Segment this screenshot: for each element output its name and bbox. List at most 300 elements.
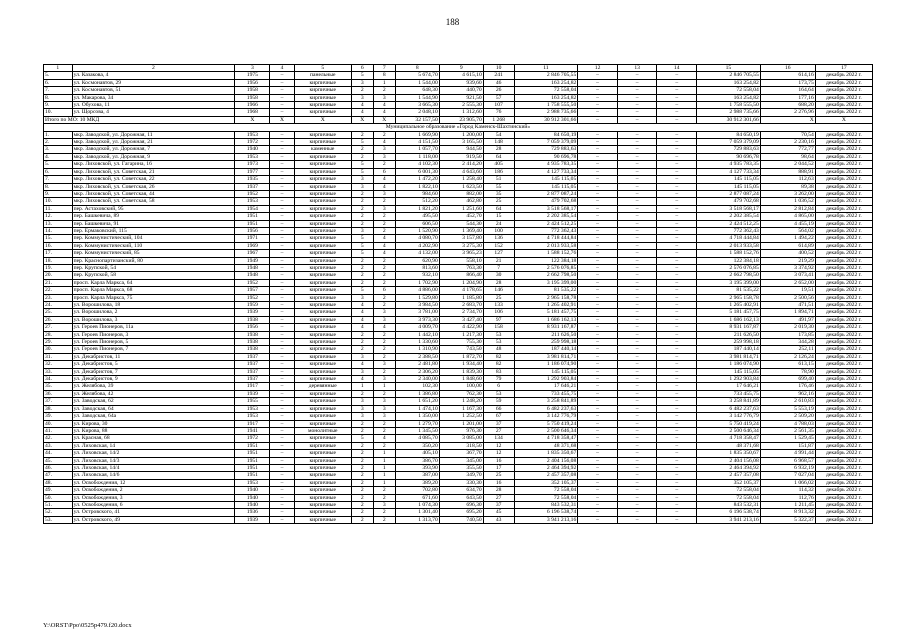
table-cell: – [617, 250, 657, 257]
table-cell: 1 345,50 [395, 427, 439, 434]
table-cell: 32 157,50 [395, 116, 439, 123]
table-cell: – [657, 501, 697, 508]
table-cell: декабрь 2022 г. [815, 250, 872, 257]
table-cell: 3 085,00 [439, 435, 483, 442]
table-cell: 2 306,20 [395, 368, 439, 375]
table-cell: 90 696,78 [514, 153, 578, 160]
table-cell: кирпичные [294, 420, 351, 427]
table-cell: 18. [44, 257, 73, 264]
table-cell: 9. [44, 102, 73, 109]
table-cell: 2 [373, 516, 395, 523]
table-cell: 1 544,90 [395, 94, 439, 101]
table-cell: 4 [351, 361, 373, 368]
table-cell: 2 [351, 257, 373, 264]
table-cell: 176,46 [760, 383, 815, 390]
table-cell: 1938 [235, 339, 270, 346]
table-cell: 1951 [235, 442, 270, 449]
table-cell: 1 217,30 [439, 331, 483, 338]
table-cell: – [617, 383, 657, 390]
table-cell: ул. Героев Пионеров, 7 [72, 346, 235, 353]
table-cell: декабрь 2022 г. [815, 383, 872, 390]
table-cell: – [657, 102, 697, 109]
table-cell: 3 195 399,00 [697, 279, 761, 286]
table-cell: 4 [373, 235, 395, 242]
table-cell: – [617, 235, 657, 242]
table-row [44, 235, 873, 242]
table-cell: кирпичные [294, 398, 351, 405]
table-cell: 4 [351, 316, 373, 323]
table-cell: 42. [44, 435, 73, 442]
table-cell: 1959 [235, 302, 270, 309]
table-cell: – [578, 450, 618, 457]
table-cell: 2 [373, 487, 395, 494]
table-cell: 8. [44, 94, 73, 101]
table-cell: 1 301,40 [395, 509, 439, 516]
table-cell: X [351, 116, 373, 123]
table-cell: 1917 [235, 383, 270, 390]
table-cell: 158 [483, 324, 514, 331]
table-cell: – [657, 264, 697, 271]
table-cell: – [617, 116, 657, 123]
table-cell: – [578, 287, 618, 294]
table-cell: – [578, 420, 618, 427]
table-cell: 2 877 087,24 [697, 190, 761, 197]
table-cell: пер. Коммунистический, 110 [72, 242, 235, 249]
table-cell: 2 [351, 390, 373, 397]
table-cell: 4 [373, 102, 395, 109]
table-cell: декабрь 2022 г. [815, 220, 872, 227]
table-cell: – [617, 353, 657, 360]
table-cell: 4 132,00 [395, 250, 439, 257]
table-cell: – [270, 102, 294, 109]
table-cell: – [578, 324, 618, 331]
table-cell: 405,10 [395, 450, 439, 457]
table-cell: 10. [44, 109, 73, 116]
table-cell: – [270, 479, 294, 486]
table-cell: декабрь 2022 г. [815, 272, 872, 279]
table-cell: кирпичные [294, 161, 351, 168]
table-cell: 33. [44, 368, 73, 375]
table-cell: – [657, 346, 697, 353]
table-cell: – [617, 102, 657, 109]
table-cell: 8. [44, 183, 73, 190]
table-cell: 112,63 [760, 176, 815, 183]
table-cell: – [270, 176, 294, 183]
table-cell: 30 912 301,66 [697, 116, 761, 123]
table-cell: 1953 [235, 479, 270, 486]
table-cell: 495,50 [395, 213, 439, 220]
table-cell: – [617, 109, 657, 116]
table-cell: 3 [351, 183, 373, 190]
table-cell: 2 965 158,78 [697, 294, 761, 301]
table-cell: 259 998,18 [514, 339, 578, 346]
table-cell: кирпичные [294, 198, 351, 205]
table-cell: 355,50 [439, 464, 483, 471]
table-cell: – [657, 405, 697, 412]
table-cell: 163 254,82 [514, 79, 578, 86]
table-row [44, 302, 873, 309]
table-cell: 4 865,00 [760, 213, 815, 220]
table-cell: 2 [373, 346, 395, 353]
table-cell: 3 258 841,89 [697, 398, 761, 405]
table-cell: – [578, 457, 618, 464]
table-cell: 4 422,90 [439, 324, 483, 331]
table-row [44, 176, 873, 183]
table-cell: – [657, 516, 697, 523]
table-cell: декабрь 2022 г. [815, 442, 872, 449]
table-cell: кирпичные [294, 227, 351, 234]
table-cell: 3 [351, 79, 373, 86]
table-cell: ул. Желябова, 39 [72, 383, 235, 390]
table-cell: 35 [483, 190, 514, 197]
table-cell: X [815, 116, 872, 123]
table-cell: 5 322,37 [760, 516, 815, 523]
table-cell: 1 186 074,90 [514, 361, 578, 368]
table-cell: 145 115,05 [514, 368, 578, 375]
table-cell: – [617, 479, 657, 486]
table-cell: 2 [351, 494, 373, 501]
table-cell: – [657, 287, 697, 294]
table-cell: – [578, 516, 618, 523]
table-cell: кирпичные [294, 257, 351, 264]
table-cell: 643,50 [439, 494, 483, 501]
table-cell: 46. [44, 464, 73, 471]
table-cell: декабрь 2022 г. [815, 324, 872, 331]
table-cell: 3. [44, 146, 73, 153]
table-cell: 14. [44, 227, 73, 234]
table-cell: 112,76 [760, 494, 815, 501]
table-row [44, 198, 873, 205]
table-cell: 4 615,10 [439, 72, 483, 79]
table-cell: 2 388,50 [395, 353, 439, 360]
table-cell: – [617, 227, 657, 234]
table-cell: 173,75 [760, 79, 815, 86]
table-cell: кирпичные [294, 131, 351, 138]
section-title: Муниципальное образование «Город Каменск-Шахтинский» [44, 124, 873, 131]
table-cell: 400,52 [760, 250, 815, 257]
table-cell: – [578, 79, 618, 86]
table-cell: – [657, 94, 697, 101]
table-cell: – [657, 390, 697, 397]
table-cell: 2 [351, 213, 373, 220]
table-cell: 1953 [235, 153, 270, 160]
table-cell: ул. Заводская, 62 [72, 398, 235, 405]
table-row [44, 435, 873, 442]
table-cell: – [657, 294, 697, 301]
table-cell: – [578, 487, 618, 494]
table-cell: 2 [373, 494, 395, 501]
table-cell: – [578, 509, 618, 516]
table-cell: – [657, 183, 697, 190]
table-row [44, 361, 873, 368]
table-cell: X [373, 116, 395, 123]
table-cell: 79 [483, 376, 514, 383]
table-cell: 2 683,70 [439, 302, 483, 309]
table-cell: 177,16 [760, 94, 815, 101]
table-cell: 2 424 512,25 [697, 220, 761, 227]
table-cell: 813,60 [395, 264, 439, 271]
table-cell: мкр. Заводской, ул. Дорожная, 7 [72, 146, 235, 153]
table-cell: 1955 [235, 398, 270, 405]
table-cell: – [617, 464, 657, 471]
table-cell: 114,32 [760, 487, 815, 494]
table-cell: 15 [483, 213, 514, 220]
table-row [44, 139, 873, 146]
table-cell: 164,64 [760, 87, 815, 94]
table-row [44, 324, 873, 331]
table-cell: 1951 [235, 472, 270, 479]
table-cell: – [270, 509, 294, 516]
table-cell: 2 044,52 [760, 161, 815, 168]
table-cell: 2 561,35 [760, 427, 815, 434]
table-cell: – [578, 257, 618, 264]
table-cell: 19,51 [760, 287, 815, 294]
table-cell: 54 [483, 131, 514, 138]
table-row [44, 264, 873, 271]
table-cell: 3 [373, 376, 395, 383]
table-cell: 4 [373, 183, 395, 190]
table-cell: 53 [483, 331, 514, 338]
table-cell: 2 464 394,92 [514, 464, 578, 471]
table-cell: 26. [44, 316, 73, 323]
table-cell: декабрь 2022 г. [815, 94, 872, 101]
table-cell: – [657, 213, 697, 220]
table-cell: 2 [351, 427, 373, 434]
table-cell: 16 [760, 65, 815, 72]
table-cell: декабрь 2022 г. [815, 501, 872, 508]
table-cell: – [270, 198, 294, 205]
table-cell: 762,30 [439, 390, 483, 397]
table-cell: 6 932,19 [760, 464, 815, 471]
table-cell: 145 115,05 [514, 183, 578, 190]
table-cell: 3 262,00 [760, 190, 815, 197]
table-cell: 3 981 814,71 [514, 353, 578, 360]
table-cell: 2 [373, 227, 395, 234]
table-cell: – [578, 242, 618, 249]
table-cell: 2 [351, 339, 373, 346]
table-row [44, 109, 873, 116]
table-cell: ул. Освобождения, 2 [72, 487, 235, 494]
table-cell: – [617, 72, 657, 79]
table-cell: – [617, 168, 657, 175]
table-cell: – [657, 205, 697, 212]
table-cell: – [617, 94, 657, 101]
table-cell: 45. [44, 457, 73, 464]
table-cell: 3 781,00 [395, 309, 439, 316]
table-cell: – [270, 242, 294, 249]
table-cell: 7 027,04 [760, 472, 815, 479]
table-cell: – [657, 153, 697, 160]
table-cell: 1 386,80 [395, 390, 439, 397]
table-cell: пер. Крупской, 58 [72, 272, 235, 279]
table-cell: 6 [373, 168, 395, 175]
table-cell: 4 [373, 324, 395, 331]
table-cell: 4 [373, 139, 395, 146]
table-cell: 544,30 [439, 220, 483, 227]
table-cell: 28 [483, 146, 514, 153]
table-cell: – [617, 368, 657, 375]
table-cell: 2 [373, 509, 395, 516]
table-cell: – [270, 227, 294, 234]
table-cell: X [294, 116, 351, 123]
table-cell: – [578, 131, 618, 138]
table-cell: кирпичные [294, 250, 351, 257]
table-cell: 43 [483, 516, 514, 523]
table-cell: 4 455,19 [760, 220, 815, 227]
table-cell: 3 [373, 405, 395, 412]
table-cell: 3 275,30 [439, 242, 483, 249]
table-cell: – [270, 442, 294, 449]
table-cell: 2 [351, 472, 373, 479]
table-cell: мкр. Лиховской, ул. Советская, 44 [72, 190, 235, 197]
table-cell: 1967 [235, 250, 270, 257]
table-cell: 2 [373, 420, 395, 427]
table-cell: 5 [351, 235, 373, 242]
table-cell: 47. [44, 472, 73, 479]
table-cell: 1948 [235, 264, 270, 271]
table-cell: 5 [351, 242, 373, 249]
table-cell: 163 254,82 [514, 94, 578, 101]
table-cell: 3 [351, 294, 373, 301]
table-cell: 1 651,20 [395, 398, 439, 405]
table-cell: 1 074,30 [395, 501, 439, 508]
table-cell: 3 984,50 [395, 302, 439, 309]
table-cell: ул. Освобождения, 6 [72, 501, 235, 508]
table-cell: 2 457 357,08 [697, 472, 761, 479]
table-cell: – [617, 450, 657, 457]
table-cell: декабрь 2022 г. [815, 413, 872, 420]
table-cell: мкр. Лиховской, ул. Советская, 58 [72, 198, 235, 205]
table-cell: 2 662 798,50 [514, 272, 578, 279]
table-cell: 22. [44, 287, 73, 294]
table-cell: – [578, 72, 618, 79]
table-cell: X [270, 116, 294, 123]
table-cell: 28 [483, 279, 514, 286]
table-row [44, 442, 873, 449]
table-cell: 2 [373, 213, 395, 220]
table-cell: 3 [373, 190, 395, 197]
table-cell: – [617, 331, 657, 338]
table-cell: 1975 [235, 72, 270, 79]
table-cell: ул. Кирова, 30 [72, 420, 235, 427]
table-cell: – [657, 272, 697, 279]
table-cell: – [270, 294, 294, 301]
table-cell: 5. [44, 161, 73, 168]
table-cell: 48. [44, 479, 73, 486]
table-cell: 72 558,04 [697, 87, 761, 94]
table-cell: 81 535,22 [514, 287, 578, 294]
table-cell: 1 520,90 [395, 227, 439, 234]
table-cell: 1 036,52 [760, 198, 815, 205]
table-cell: – [657, 198, 697, 205]
table-cell: 3 941 213,16 [697, 516, 761, 523]
table-cell: 4 718 444,84 [697, 235, 761, 242]
table-cell: 2 846 705,55 [514, 72, 578, 79]
table-row [44, 205, 873, 212]
table-cell: 4 991,44 [760, 450, 815, 457]
table-cell: декабрь 2022 г. [815, 79, 872, 86]
table-cell: 11 [514, 65, 578, 72]
table-cell: 59 [483, 398, 514, 405]
table-row [44, 190, 873, 197]
table-cell: – [578, 353, 618, 360]
table-cell: кирпичные [294, 153, 351, 160]
table-cell: ул. Лиховская, 14/4 [72, 464, 235, 471]
table-cell: – [657, 487, 697, 494]
table-cell: 5. [44, 72, 73, 79]
table-cell: 2 [373, 272, 395, 279]
table-cell: – [270, 361, 294, 368]
table-cell: 6 [483, 383, 514, 390]
table-cell: 133 [483, 302, 514, 309]
table-cell: 37 [483, 501, 514, 508]
table-cell: 2 [351, 146, 373, 153]
table-cell: – [657, 309, 697, 316]
table-row [44, 161, 873, 168]
table-cell: 4 151,50 [395, 139, 439, 146]
table-cell: – [617, 420, 657, 427]
table-cell: декабрь 2022 г. [815, 109, 872, 116]
table-cell: 1 204,90 [439, 279, 483, 286]
table-cell: 4 202,90 [395, 242, 439, 249]
table-cell: 393,90 [395, 464, 439, 471]
table-cell: 4 178,65 [439, 287, 483, 294]
table-cell: 3 [351, 176, 373, 183]
table-cell: 21. [44, 279, 73, 286]
table-cell: – [270, 309, 294, 316]
table-cell: 37. [44, 398, 73, 405]
table-cell: ул. Космонавтов, 29 [72, 79, 235, 86]
table-cell: 1936 [235, 509, 270, 516]
table-cell: 344,28 [760, 339, 815, 346]
table-cell: 2 [373, 264, 395, 271]
table-row [44, 294, 873, 301]
table-cell: 2 [72, 65, 235, 72]
table-cell: кирпичные [294, 376, 351, 383]
table-cell: – [270, 450, 294, 457]
table-cell: 5 [351, 250, 373, 257]
table-cell: 888,91 [760, 168, 815, 175]
table-cell: – [657, 242, 697, 249]
table-cell: кирпичные [294, 176, 351, 183]
table-cell: – [657, 161, 697, 168]
table-cell: 7. [44, 87, 73, 94]
table-cell: 2 [351, 509, 373, 516]
table-cell: 491,97 [760, 316, 815, 323]
total-row [44, 116, 873, 123]
table-cell: 30 912 301,66 [514, 116, 578, 123]
table-cell: 1940 [235, 487, 270, 494]
table-row [44, 390, 873, 397]
table-cell: – [657, 235, 697, 242]
table-cell: 1958 [235, 94, 270, 101]
table-cell: 1957 [235, 287, 270, 294]
table-cell: 349,70 [439, 472, 483, 479]
table-cell: X [235, 116, 270, 123]
table-cell: 1 [373, 464, 395, 471]
table-cell: кирпичные [294, 272, 351, 279]
table-cell: – [578, 494, 618, 501]
table-cell: – [578, 227, 618, 234]
table-cell: 2 [351, 464, 373, 471]
table-cell: ул. Ворошилова, 2 [72, 309, 235, 316]
table-row [44, 339, 873, 346]
document-file-path: Y:\ORST\Ppo\0525p479.f20.docx [43, 622, 132, 629]
table-cell: 30. [44, 346, 73, 353]
table-cell: мкр. Заводской, ул. Дорожная, 11 [72, 131, 235, 138]
table-cell: 1951 [235, 464, 270, 471]
table-cell: пер. Астаховский, 95 [72, 205, 235, 212]
